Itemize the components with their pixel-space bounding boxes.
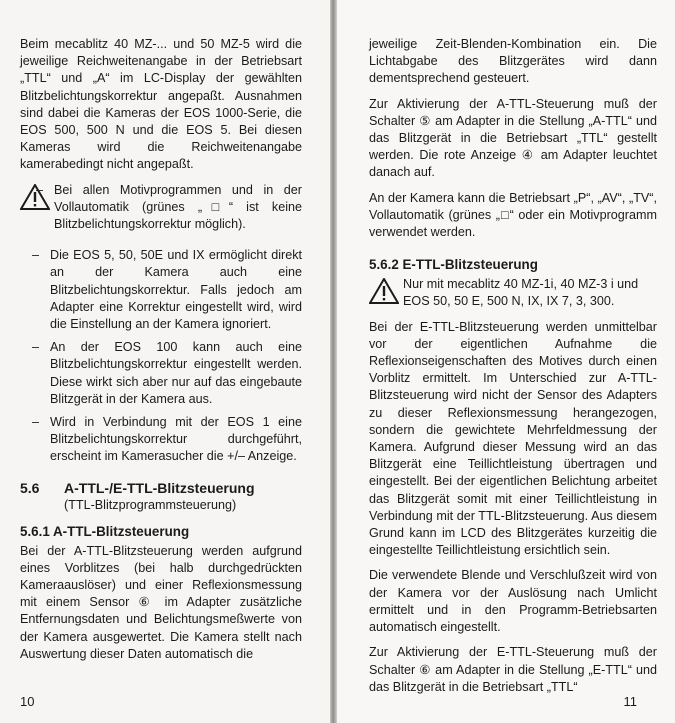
- left-page: [0, 0, 330, 723]
- warning-triangle-icon: [20, 184, 50, 210]
- note-block: [20, 182, 302, 248]
- body-paragraph: Zur Aktivierung der A-TTL-Steuerung muß der Schalter ⑤ am Adapter in die Stellung „A-TTL“ und das Blitzgerät in die Betriebsart „TTL“ gestellt werden. Die rote Anzeige ④ am Adapter leuchtet danach auf.: [369, 96, 657, 180]
- right-page: [337, 0, 675, 723]
- subsection-heading: 5.6.2 E-TTL-Blitzsteuerung: [369, 257, 538, 273]
- section-heading: 5.6 A-TTL-/E-TTL-Blitzsteuerung: [20, 479, 255, 496]
- body-paragraph: jeweilige Zeit-Blenden-Kombination ein. Die Lichtabgabe des Blitzgerätes wird dann dementsprechend gesteuert.: [369, 37, 657, 86]
- warning-triangle-icon: [369, 278, 399, 304]
- list-item: – Die EOS 5, 50, 50E und IX ermöglicht direkt an der Kamera auch eine Blitzbelichtungskorrektur. Falls jedoch am Adapter eine Korrektur eingestellt wird, wird die Einstellung an der Kamera ignoriert.: [32, 248, 302, 332]
- page-number: 11: [623, 694, 637, 709]
- list-item: – Bei allen Motivprogrammen und in der Vollautomatik (grünes „□“ ist keine Blitzbelichtungskorrektur möglich).: [36, 182, 302, 232]
- body-paragraph: Die verwendete Blende und Verschlußzeit wird von der Kamera vor der Auslösung nach Umlicht ermittelt und in den Programm-Betriebsarten automatisch eingestellt.: [369, 568, 657, 635]
- body-paragraph: An der Kamera kann die Betriebsart „P“, „AV“, „TV“, Vollautomatik (grünes „□“ oder ein Motivprogramm verwendet werden.: [369, 190, 657, 240]
- intro-paragraph: Beim mecablitz 40 MZ-... und 50 MZ-5 wird die jeweilige Reichweitenangabe in der Betriebsart „TTL“ und „A“ im LC-Display der gewählten Blitzbelichtungskorrektur angepaßt. Ausnahmen sind dabei die Kameras der EOS 1000-Serie, die EOS 500, 500 N und die EOS 5. Bei diesen Kameras wird die Reichweitenangabe kamerabedingt nicht angepaßt.: [20, 37, 302, 172]
- subsection-heading: 5.6.1 A-TTL-Blitzsteuerung: [20, 523, 190, 539]
- list-item: – An der EOS 100 kann auch eine Blitzbelichtungskorrektur eingestellt werden. Diese wirkt sich aber nur auf das eingebaute Blitzgerät in der Kamera aus.: [32, 340, 302, 406]
- note-text: Nur mit mecablitz 40 MZ-1i, 40 MZ-3 i und EOS 50, 50 E, 500 N, IX, IX 7, 3, 300.: [403, 277, 639, 309]
- section-subtitle: (TTL-Blitzprogrammsteuerung): [64, 497, 237, 512]
- page-number: 10: [20, 694, 35, 709]
- bullet-list: [20, 247, 302, 465]
- body-paragraph: Bei der A-TTL-Blitzsteuerung werden aufgrund eines Vorblitzes (bei halb durchgedrückten Kameraauslöser) und einer Reflexionsmessung mit einem Sensor ⑥ im Adapter zusätzliche Entfernungsdaten und Belichtungsmeßwerte von der Kamera ausgewertet. Die Kamera stellt nach Auswertung dieser Daten automatisch die: [20, 543, 302, 661]
- list-item: – Wird in Verbindung mit der EOS 1 eine Blitzbelichtungskorrektur durchgeführt, erscheint im Kamerasucher die +/– Anzeige.: [32, 415, 302, 464]
- body-paragraph: Zur Aktivierung der E-TTL-Steuerung muß der Schalter ⑥ am Adapter in die Stellung „E-TTL“ und das Blitzgerät in die Betriebsart „TTL“: [369, 645, 657, 694]
- book-gutter: [330, 0, 337, 723]
- note-list: [36, 182, 302, 240]
- body-paragraph: Bei der E-TTL-Blitzsteuerung werden unmittelbar vor der eigentlichen Aufnahme die Reflexionseigenschaften des Motives durch einen Vorblitz ermittelt. Im Unterschied zur A-TTL-Blitzsteuerung wird nicht der Sensor des Adapters zu dieser Reflexionsmessung herangezogen, sondern die gewichtete Mehrfeldmessung der Kamera. Aufgrund dieser Messung wird an das Blitzgerät eine Teillichtleistung übertragen und eingestellt. Bei der eigentlichen Belichtung arbeitet das Blitzgerät somit mit einer Teillichtleistung in Verbindung mit der TTL-Blitzsteuerung. Aus diesem Grund kann im LCD des Blitzgerätes kurzeitig die eingestellte Teillichtleistung ersichtlich sein.: [369, 319, 657, 558]
- note-block: [369, 276, 657, 310]
